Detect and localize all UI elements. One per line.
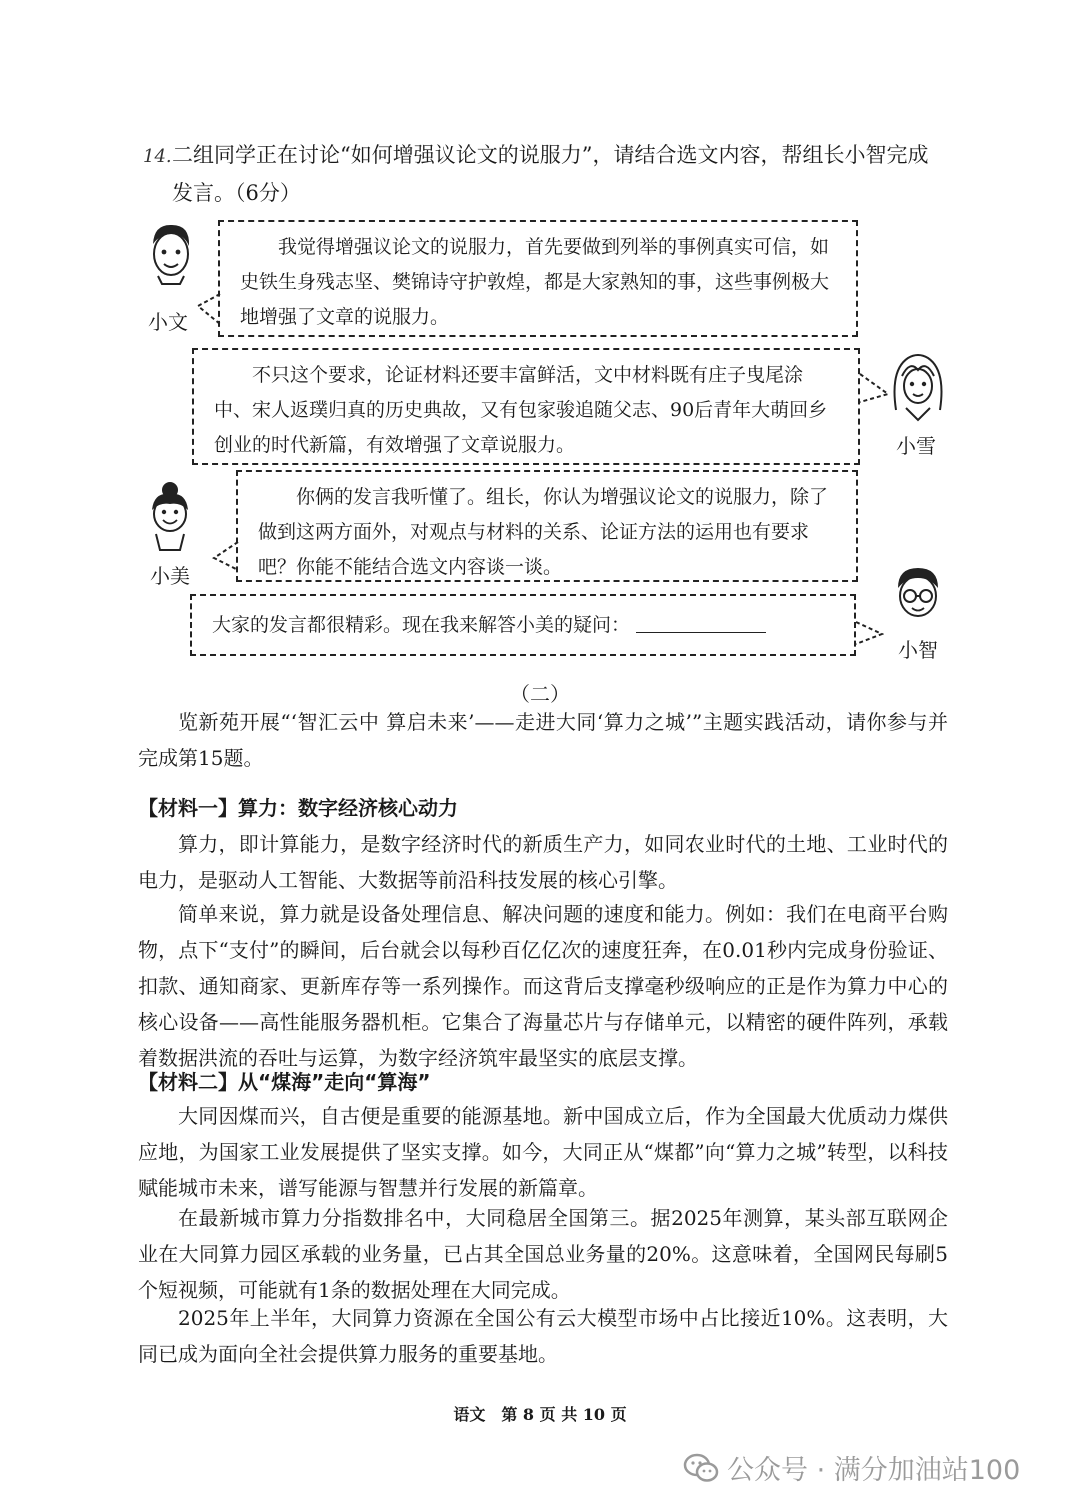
- xiaozhi-text: 大家的发言都很精彩。现在我来解答小美的疑问：: [212, 614, 631, 636]
- watermark: [683, 1448, 1020, 1487]
- question-line-1: 二组同学正在讨论“如何增强议论文的说服力”，请结合选文内容，帮组长小智完成: [172, 143, 929, 167]
- xiaozhi-label: 小智: [898, 638, 938, 662]
- material-1-heading: 【材料一】算力：数字经济核心动力: [138, 796, 458, 820]
- xiaozhi-avatar-icon: [892, 564, 944, 626]
- xiaoxue-text: 不只这个要求，论证材料还要丰富鲜活，文中材料既有庄子曳尾涂中、宋人返璞归真的历史典故，又有包家骏追随父志、90后青年大萌回乡创业的时代新篇，有效增强了文章说服力。: [214, 364, 828, 456]
- section-intro: 览新苑开展“‘智汇云中 算启未来’——走进大同‘算力之城’”主题实践活动，请你参与并完成第15题。: [138, 710, 948, 770]
- question-number: 14.: [143, 146, 172, 167]
- question-line-2: 发言。（6分）: [172, 181, 301, 205]
- material-2-heading: 【材料二】从“煤海”走向“算海”: [138, 1070, 431, 1094]
- wechat-icon: [683, 1452, 719, 1484]
- xiaowen-bubble-tail: [196, 292, 222, 328]
- material-2-paragraph: 大同因煤而兴，自古便是重要的能源基地。新中国成立后，作为全国最大优质动力煤供应地，为国家工业发展提供了坚实支撑。如今，大同正从“煤都”向“算力之城”转型，以科技赋能城市未来，谱写能源与智慧并行发展的新篇章。: [138, 1104, 948, 1200]
- xiaomei-bubble-tail: [212, 540, 240, 574]
- xiaomei-avatar-icon: [146, 480, 194, 556]
- material-2-paragraph: 在最新城市算力分指数排名中，大同稳居全国第三。据2025年测算，某头部互联网企业在大同算力园区承载的业务量，已占其全国总业务量的20%。这意味着，全国网民每刷5个短视频，可能就有1条的数据处理在大同完成。: [138, 1206, 948, 1302]
- material-1-paragraph: 算力，即计算能力，是数字经济时代的新质生产力，如同农业时代的土地、工业时代的电力，是驱动人工智能、大数据等前沿科技发展的核心引擎。: [138, 832, 948, 892]
- xiaowen-avatar-icon: [148, 222, 194, 300]
- answer-blank[interactable]: [636, 610, 766, 633]
- xiaowen-label: 小文: [148, 310, 188, 334]
- material-1-paragraph: 简单来说，算力就是设备处理信息、解决问题的速度和能力。例如：我们在电商平台购物，点下“支付”的瞬间，后台就会以每秒百亿亿次的速度狂奔，在0.01秒内完成身份验证、扣款、通知商家、更新库存等一系列操作。而这背后支撑毫秒级响应的正是作为算力中心的核心设备——高性能服务器机柜。它集合了海量芯片与存储单元，以精密的硬件阵列，承载着数据洪流的吞吐与运算，为数字经济筑牢最坚实的底层支撑。: [138, 902, 948, 1070]
- xiaowen-text: 我觉得增强议论文的说服力，首先要做到列举的事例真实可信，如史铁生身残志坚、樊锦诗守护敦煌，都是大家熟知的事，这些事例极大地增强了文章的说服力。: [240, 236, 830, 328]
- xiaoxue-bubble-tail: [858, 370, 890, 406]
- xiaozhi-bubble: [190, 594, 856, 656]
- section-title: （二）: [510, 682, 570, 706]
- xiaoxue-bubble: [192, 348, 860, 465]
- xiaoxue-avatar-icon: [888, 350, 948, 426]
- xiaoxue-label: 小雪: [896, 434, 936, 458]
- xiaomei-bubble: [236, 470, 858, 582]
- xiaozhi-bubble-tail: [854, 618, 884, 648]
- xiaomei-text: 你俩的发言我听懂了。组长，你认为增强议论文的说服力，除了做到这两方面外，对观点与材料的关系、论证方法的运用也有要求吧？你能不能结合选文内容谈一谈。: [258, 486, 829, 578]
- page-footer: 语文 第 8 页 共 10 页: [453, 1405, 627, 1424]
- watermark-text: 公众号 · 满分加油站100: [727, 1455, 1021, 1486]
- question-prompt: [172, 136, 952, 212]
- xiaomei-label: 小美: [150, 564, 190, 588]
- material-2-paragraph: 2025年上半年，大同算力资源在全国公有云大模型市场中占比接近10%。这表明，大同已成为面向全社会提供算力服务的重要基地。: [138, 1306, 948, 1366]
- xiaowen-bubble: [218, 220, 858, 337]
